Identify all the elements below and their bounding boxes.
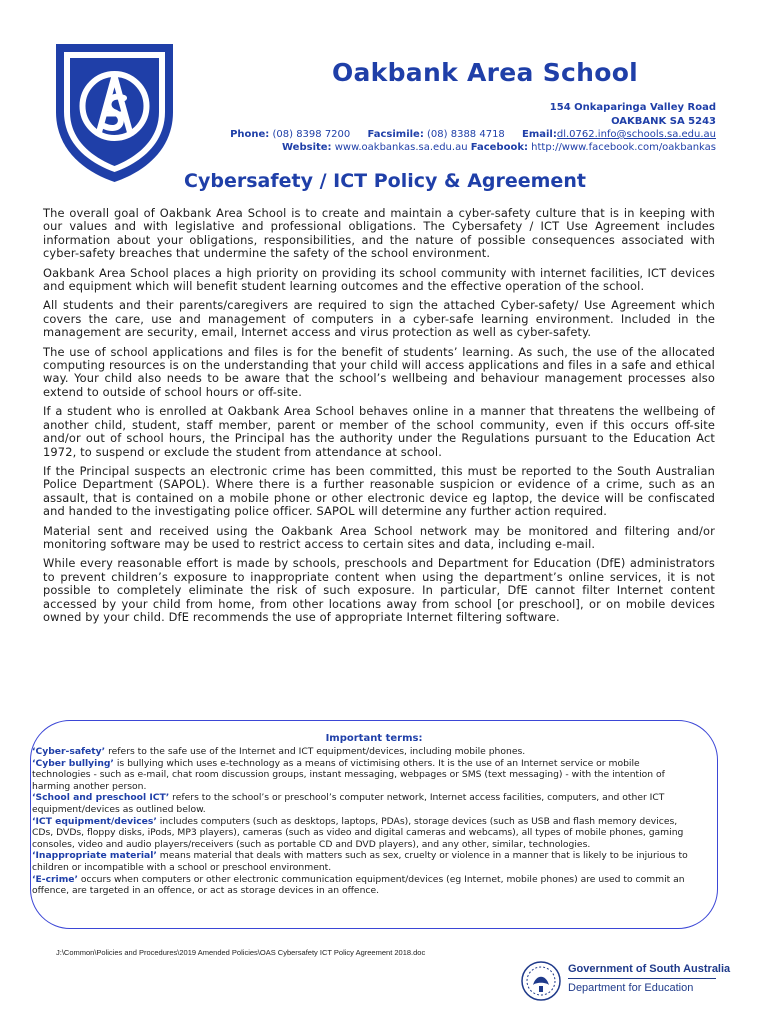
term-item bbox=[32, 850, 692, 873]
facebook-label: Facebook: bbox=[470, 142, 528, 153]
facebook-link[interactable]: http://www.facebook.com/oakbankas bbox=[531, 142, 716, 153]
term-item bbox=[32, 792, 692, 815]
term-definition: refers to the school’s or preschool’s computer network, Internet access facilities, computers, and other ICT equipment/devices as outlined below. bbox=[32, 792, 665, 815]
contact-row-1 bbox=[230, 129, 716, 140]
email-link[interactable]: dl.0762.info@schools.sa.edu.au bbox=[556, 129, 716, 140]
term-item bbox=[32, 758, 692, 793]
paragraph: The use of school applications and files is for the benefit of students’ learning. As such, the use of the allocated computing resources is on the understanding that your child will access applications and files in a safe and ethical way. Your child also needs to be aware that the school’s wellbeing and behaviour management processes also extend to outside of school hours or off-site. bbox=[43, 344, 715, 399]
address-line-1: 154 Onkaparinga Valley Road bbox=[549, 102, 716, 113]
term-definition: refers to the safe use of the Internet and ICT equipment/devices, including mobile phones. bbox=[105, 746, 526, 757]
paragraph: If the Principal suspects an electronic crime has been committed, this must be reported to the South Australian Police Department (SAPOL). Where there is a further reasonable suspicion or evidence of a crime, such as an assault, that is contained on a mobile phone or other electronic device eg laptop, the device will be confiscated and handed to the investigating police officer. SAPOL will determine any further action required. bbox=[43, 463, 715, 519]
term-definition: is bullying which uses e-technology as a means of victimising others. It is the use of an Internet service or mobile technologies - such as e-mail, chat room discussion groups, instant messaging, webpages or SMS (text messaging) - with the intention of harming another person. bbox=[32, 757, 665, 792]
government-name: Government of South Australia bbox=[568, 963, 731, 975]
document-title: Cybersafety / ICT Policy & Agreement bbox=[184, 170, 586, 192]
fax-label: Facsimile: bbox=[367, 129, 424, 140]
paragraph: If a student who is enrolled at Oakbank Area School behaves online in a manner that threatens the wellbeing of another child, student, staff member, parent or member of the school community, even if this occurs off-site and/or out of school hours, the Principal has the authority under the Regulations pursuant to the Education Act 1972, to suspend or exclude the student from attendance at school. bbox=[43, 404, 715, 459]
term-item bbox=[32, 816, 692, 851]
term-name: ‘School and preschool ICT’ bbox=[32, 792, 170, 804]
website-label: Website: bbox=[282, 142, 332, 153]
phone-number: (08) 8398 7200 bbox=[272, 129, 351, 140]
important-terms-list bbox=[32, 746, 692, 897]
important-terms-heading: Important terms: bbox=[325, 733, 423, 744]
term-name: ‘Inappropriate material’ bbox=[32, 850, 157, 862]
fax-number: (08) 8388 4718 bbox=[427, 129, 505, 140]
term-item bbox=[32, 874, 692, 897]
paragraph: All students and their parents/caregivers are required to sign the attached Cyber-safety/ Use Agreement which covers the care, use and management of computers in a cyber-safe learning environment. Included in the management are security, email, Internet access and virus protection as well as cyber-safety. bbox=[43, 298, 715, 340]
term-definition: means material that deals with matters such as sex, cruelty or violence in a manner that is likely to be injurious to children or incompatible with a school or preschool environment. bbox=[32, 850, 688, 873]
term-item bbox=[32, 746, 692, 758]
term-definition: occurs when computers or other electronic communication equipment/devices (eg Internet, mobile phones) are used to commit an offence, are targeted in an offence, or act as storage devices in an offence. bbox=[32, 873, 685, 897]
department-name: Department for Education bbox=[568, 982, 694, 994]
school-name: Oakbank Area School bbox=[331, 58, 639, 87]
term-name: ‘Cyber-safety’ bbox=[32, 746, 106, 757]
term-name: ‘ICT equipment/devices’ bbox=[32, 815, 157, 827]
email-label: Email: bbox=[522, 129, 557, 140]
contact-row-2 bbox=[282, 142, 716, 153]
term-name: ‘E-crime’ bbox=[32, 873, 79, 885]
paragraph: The overall goal of Oakbank Area School is to create and maintain a cyber-safety culture that is in keeping with our values and with legislative and professional obligations. The Cybersafety / ICT Use Agreement includes information about your obligations, responsibilities, and the nature of possible consequences associated with cyber-safety breaches that undermine the safety of the school environment. bbox=[43, 206, 715, 261]
policy-body bbox=[43, 207, 715, 630]
paragraph: Oakbank Area School places a high priority on providing its school community with internet facilities, ICT devices and equipment which will benefit student learning outcomes and the effective operation of the school. bbox=[43, 265, 715, 294]
government-crest-icon bbox=[520, 960, 562, 1002]
paragraph: While every reasonable effort is made by schools, preschools and Department for Education (DfE) administrators to prevent children’s exposure to inappropriate content when using the department’s online services, it is not possible to completely eliminate the risk of such exposure. In particular, DfE cannot filter Internet content accessed by your child from home, from other locations away from school [or preschool], or on mobile devices owned by your child. DfE recommends the use of appropriate Internet filtering software. bbox=[43, 556, 715, 624]
paragraph: Material sent and received using the Oakbank Area School network may be monitored and filtering and/or monitoring software may be used to restrict access to certain sites and data, including e-mail. bbox=[43, 523, 715, 551]
term-name: ‘Cyber bullying’ bbox=[32, 757, 114, 769]
school-logo bbox=[52, 40, 177, 185]
divider bbox=[568, 978, 716, 979]
phone-label: Phone: bbox=[230, 129, 270, 140]
file-path-footer: J:\Common\Policies and Procedures\2019 Amended Policies\OAS Cybersafety ICT Policy Agreement 2018.doc bbox=[56, 948, 426, 957]
address-line-2: OAKBANK SA 5243 bbox=[611, 116, 716, 127]
website-link[interactable]: www.oakbankas.sa.edu.au bbox=[334, 142, 468, 153]
term-definition: includes computers (such as desktops, laptops, PDAs), storage devices (such as USB and flash memory devices, CDs, DVDs, floppy disks, iPods, MP3 players), cameras (such as video and digital cameras and webcams), all types of mobile phones, gaming consoles, video and audio players/receivers (such as portable CD and DVD players), and any other, similar, technologies. bbox=[32, 815, 684, 850]
